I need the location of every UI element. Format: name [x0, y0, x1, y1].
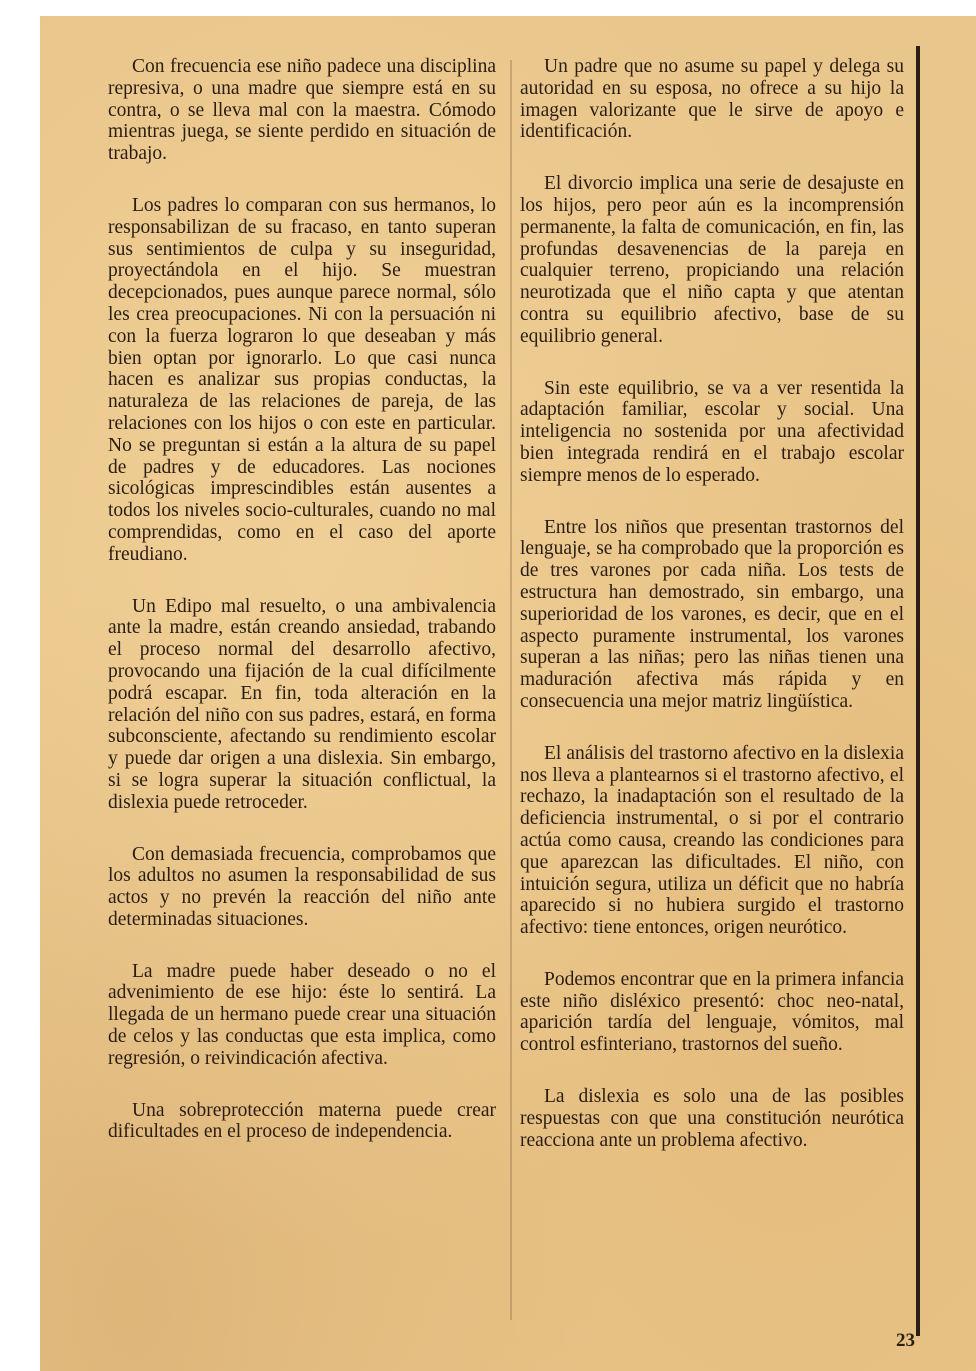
- paragraph: Con demasiada frecuencia, comprobamos que los adultos no asumen la responsabilidad de sus actos y no prevén la reacción del niño ante determinadas situaciones.: [108, 843, 496, 930]
- paragraph: Podemos encontrar que en la primera infancia este niño disléxico presentó: choc neo-natal, aparición tardía del lenguaje, vómitos, mal control esfinteriano, trastornos del sueño.: [520, 968, 904, 1056]
- paragraph: Una sobreprotección materna puede crear dificultades en el proceso de independencia.: [108, 1099, 496, 1143]
- right-column: [520, 56, 904, 1151]
- paragraph: El divorcio implica una serie de desajuste en los hijos, pero peor aún es la incomprensión permanente, la falta de comunicación, en fin, las profundas desavenencias de la pareja en cualquier terreno, propiciando una relación neurotizada que el niño capta y que atentan contra su equilibrio afectivo, base de su equilibrio general.: [520, 173, 904, 347]
- paragraph: Un Edipo mal resuelto, o una ambivalencia ante la madre, están creando ansiedad, trabando el proceso normal del desarrollo afectivo, provocando una fijación de la cual difícilmente podrá escapar. En fin, toda alteración en la relación del niño con sus padres, estará, en forma subconsciente, afectando su rendimiento escolar y puede dar origen a una dislexia. Sin embargo, si se logra superar la situación conflictual, la dislexia puede retroceder.: [108, 595, 496, 813]
- magazine-page: [40, 16, 976, 1371]
- paragraph: Sin este equilibrio, se va a ver resentida la adaptación familiar, escolar y social. Una inteligencia no sostenida por una afectividad bien integrada rendirá en el trabajo escolar siempre menos de lo esperado.: [520, 377, 904, 486]
- paragraph: Con frecuencia ese niño padece una disciplina represiva, o una madre que siempre está en su contra, o se lleva mal con la maestra. Cómodo mientras juega, se siente perdido en situación de trabajo.: [108, 56, 496, 165]
- paragraph: Entre los niños que presentan trastornos del lenguaje, se ha comprobado que la proporción es de tres varones por cada niña. Los tests de estructura han demostrado, sin embargo, una superioridad de los varones, es decir, que en el aspecto puramente instrumental, los varones superan a las niñas; pero las niñas tienen una maduración afectiva más rápida y en consecuencia una mejor matriz lingüística.: [520, 516, 904, 712]
- left-column: [108, 56, 496, 1143]
- paragraph: Un padre que no asume su papel y delega su autoridad en su esposa, no ofrece a su hijo la imagen valorizante que le sirve de apoyo e identificación.: [520, 56, 904, 143]
- page-number: 23: [896, 1330, 915, 1351]
- margin-rule: [916, 46, 920, 1336]
- paragraph: Los padres lo comparan con sus hermanos, lo responsabilizan de su fracaso, en tanto superan sus sentimientos de culpa y su inseguridad, proyectándola en el hijo. Se muestran decepcionados, pues aunque parece normal, sólo les crea preocupaciones. Ni con la persuación ni con la fuerza lograron lo que deseaban y más bien optan por ignorarlo. Lo que casi nunca hacen es analizar sus propias conductas, la naturaleza de las relaciones de pareja, de las relaciones con los hijos o con este en particular. No se preguntan si están a la altura de su papel de padres y de educadores. Las nociones sicológicas imprescindibles están ausentes a todos los niveles socio-culturales, cuando no mal comprendidas, como en el caso del aporte freudiano.: [108, 194, 496, 565]
- paragraph: La dislexia es solo una de las posibles respuestas con que una constitución neurótica reacciona ante un problema afectivo.: [520, 1086, 904, 1151]
- paragraph: El análisis del trastorno afectivo en la dislexia nos lleva a plantearnos si el trastorno afectivo, el rechazo, la inadaptación son el resultado de la deficiencia instrumental, o si por el contrario actúa como causa, creando las condiciones para que aparezcan las dificultades. El niño, con intuición segura, utiliza un déficit que no habría aparecido si no hubiera surgido el trastorno afectivo: tiene entonces, origen neurótico.: [520, 742, 904, 939]
- column-divider: [510, 60, 512, 1320]
- paragraph: La madre puede haber deseado o no el advenimiento de ese hijo: éste lo sentirá. La llegada de un hermano puede crear una situación de celos y las conductas que esta implica, como regresión, o reivindicación afectiva.: [108, 960, 496, 1069]
